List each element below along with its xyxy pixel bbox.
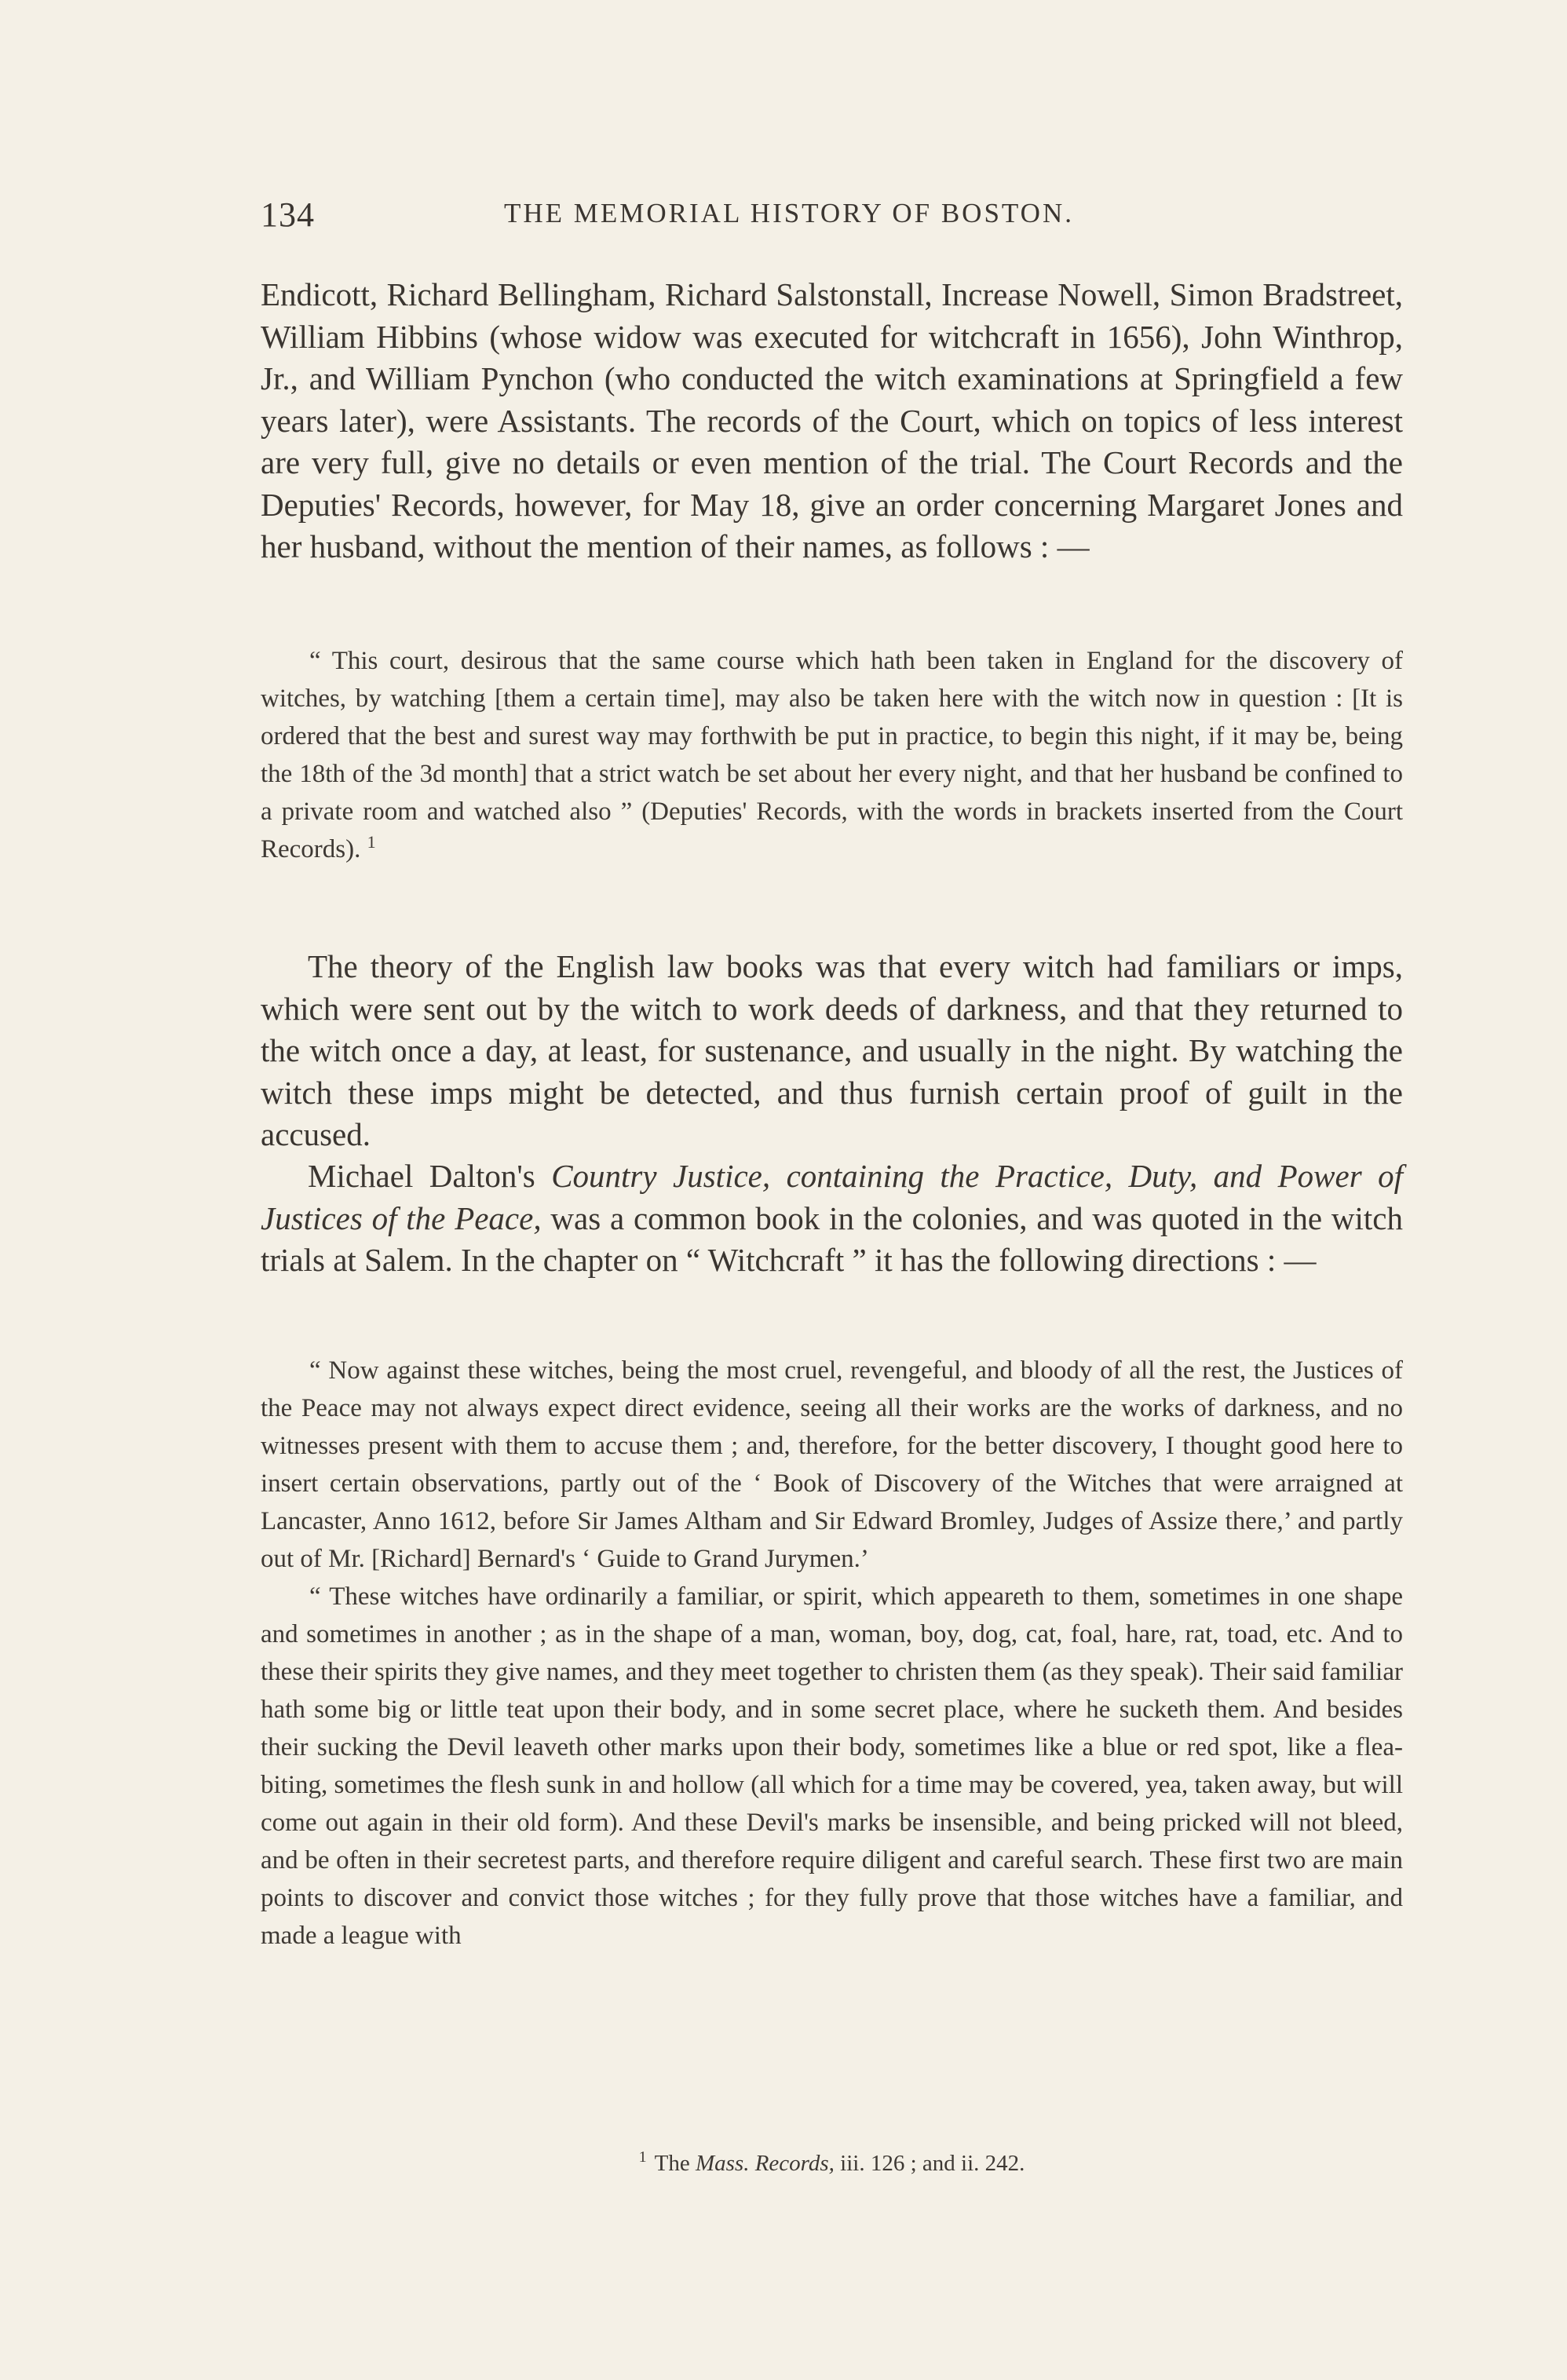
footnote-citation: iii. 126 ; and ii. 242. (840, 2151, 1025, 2176)
paragraph-endicott: Endicott, Richard Bellingham, Richard Salstonstall, Increase Nowell, Simon Bradstreet, William Hibbins (whose widow was executed for witchcraft in 1656), John Winthrop, Jr., and William Pynchon (who conducted the witch examinations at Springfield a few years later), were Assistants. The records of the Court, which on topics of less interest are very full, give no details or even mention of the trial. The Court Records and the Deputies' Records, however, for May 18, give an order concerning Margaret Jones and her husband, without the mention of their names, as follows : — (261, 276, 1403, 564)
paragraph-dalton (261, 1155, 1403, 1282)
paragraph-english-law-theory: The theory of the English law books was that every witch had familiars or imps, which were sent out by the witch to work deeds of darkness, and that they returned to the witch once a day, at least, for sustenance, and usually in the night. By watching the witch these imps might be detected, and thus furnish certain proof of guilt in the accused. (261, 948, 1403, 1152)
dalton-lead: Michael Dalton's (308, 1158, 535, 1194)
dalton-rest: was a common book in the colonies, and was quoted in the witch trials at Salem. In the chapter on “ Witchcraft ” it has the following directions : — (261, 1199, 1404, 1278)
dalton-quote-para-2: “ These witches have ordinarily a familiar, or spirit, which appeareth to them, sometimes in one shape and sometimes in another ; as in the shape of a man, woman, boy, dog, cat, foal, hare, rat, toad, etc. And to these their spirits they give names, and they meet together to christen them (as they speak). Their said familiar hath some big or little teat upon their body, and in some secret place, where he sucketh them. And besides their sucking the Devil leaveth other marks upon their body, sometimes like a blue or red spot, like a flea-biting, sometimes the flesh sunk in and hollow (all which for a time may be covered, yea, taken away, but will come out again in their old form). And these Devil's marks be insensible, and being pricked will not bleed, and be often in their secretest parts, and therefore require diligent and careful search. These first two are main points to discover and convict those witches ; for they fully prove that those witches have a familiar, and made a league with (261, 1582, 1403, 1950)
footnote-reference: 1 (367, 832, 376, 852)
dalton-quote (261, 1352, 1403, 1955)
dalton-quote-para-1: “ Now against these witches, being the most cruel, revengeful, and bloody of all the rest, the Justices of the Peace may not always expect direct evidence, seeing all their works are the works of darkness, and no witnesses present with them to accuse them ; and, therefore, for the better discovery, I thought good here to insert certain observations, partly out of the ‘ Book of Discovery of the Witches that were arraigned at Lancaster, Anno 1612, before Sir James Altham and Sir Edward Bromley, Judges of Assize there,’ and partly out of Mr. [Richard] Bernard's ‘ Guide to Grand Jurymen.’ (261, 1356, 1403, 1573)
running-title: THE MEMORIAL HISTORY OF BOSTON. (504, 198, 1074, 228)
dalton-book-title: Country Justice, containing the Practice, Duty, and Power of Justices of the Peace, (261, 1158, 1404, 1236)
page-header (261, 187, 1403, 242)
court-order-quote (261, 642, 1403, 868)
footnote-lead: The (654, 2151, 690, 2176)
footnote-mark: 1 (638, 2148, 647, 2166)
page-number: 134 (261, 195, 315, 234)
court-order-quote-text: “ This court, desirous that the same course which hath been taken in England for the discovery of witches, by watching [them a certain time], may also be taken here with the witch now in question : [It is ordered that the best and surest way may forthwith be put in practice, to begin this night, if it may be, being the 18th of the 3d month] that a strict watch be set about her every night, and that her husband be confined to a private room and watched also ” (Deputies' Records, with the words in brackets inserted from the Court Records). (261, 647, 1403, 863)
footnote-source-title: Mass. Records, (695, 2151, 835, 2176)
footnote (261, 2148, 1403, 2177)
